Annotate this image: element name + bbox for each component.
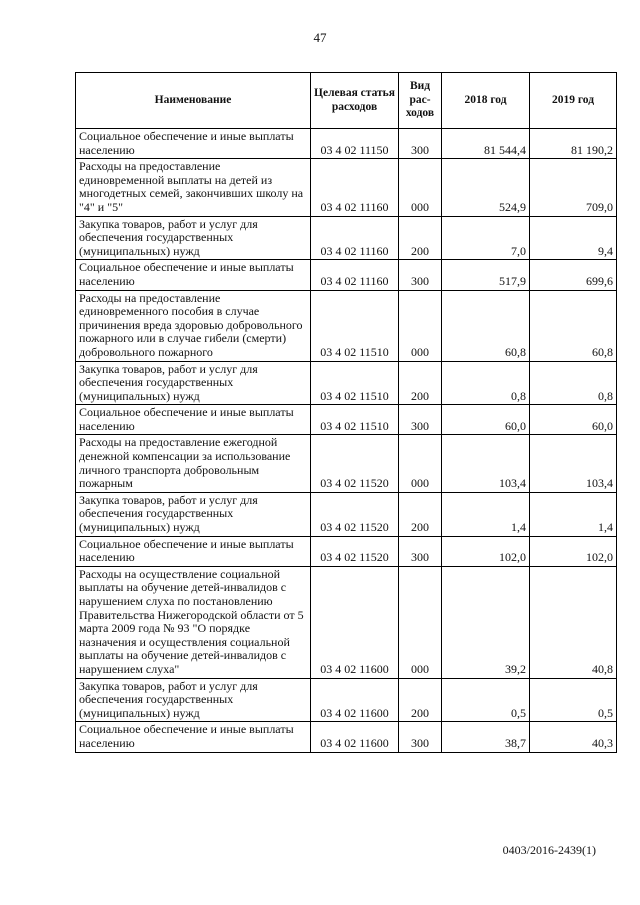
cell-year-2018: 0,5 bbox=[442, 678, 530, 722]
table-row bbox=[76, 159, 617, 216]
cell-name: Расходы на осуществление социальной выплаты на обучение детей-инвалидов с нарушением слуха по постановлению Правительства Нижегородской области от 5 марта 2009 года № 93 "О порядке назначения и осуществления социальной выплаты на обучение детей-инвалидов с нарушением слуха" bbox=[76, 566, 311, 678]
header-year-2018: 2018 год bbox=[442, 73, 530, 129]
cell-expense-type: 000 bbox=[399, 159, 442, 216]
cell-year-2018: 38,7 bbox=[442, 722, 530, 752]
cell-year-2018: 517,9 bbox=[442, 260, 530, 290]
table-header-row bbox=[76, 73, 617, 129]
cell-name: Закупка товаров, работ и услуг для обеспечения государственных (муниципальных) нужд bbox=[76, 216, 311, 260]
table-row bbox=[76, 405, 617, 435]
cell-expense-type: 000 bbox=[399, 290, 442, 361]
cell-name: Социальное обеспечение и иные выплаты населению bbox=[76, 536, 311, 566]
cell-name: Расходы на предоставление единовременного пособия в случае причинения вреда здоровью добровольного пожарного или в случае гибели (смерти) добровольного пожарного bbox=[76, 290, 311, 361]
cell-expense-type: 200 bbox=[399, 492, 442, 536]
cell-year-2018: 60,0 bbox=[442, 405, 530, 435]
table-row bbox=[76, 290, 617, 361]
cell-expense-type: 300 bbox=[399, 722, 442, 752]
document-code: 0403/2016-2439(1) bbox=[502, 843, 596, 857]
cell-target-article: 03 4 02 11510 bbox=[311, 405, 399, 435]
cell-target-article: 03 4 02 11160 bbox=[311, 159, 399, 216]
header-expense-type: Вид рас-ходов bbox=[399, 73, 442, 129]
cell-target-article: 03 4 02 11600 bbox=[311, 566, 399, 678]
cell-year-2018: 0,8 bbox=[442, 361, 530, 405]
table-row bbox=[76, 536, 617, 566]
cell-expense-type: 000 bbox=[399, 435, 442, 492]
cell-year-2019: 40,8 bbox=[530, 566, 617, 678]
cell-year-2019: 0,8 bbox=[530, 361, 617, 405]
cell-expense-type: 300 bbox=[399, 260, 442, 290]
header-name: Наименование bbox=[76, 73, 311, 129]
cell-name: Социальное обеспечение и иные выплаты населению bbox=[76, 260, 311, 290]
cell-year-2018: 524,9 bbox=[442, 159, 530, 216]
cell-year-2018: 39,2 bbox=[442, 566, 530, 678]
cell-name: Социальное обеспечение и иные выплаты населению bbox=[76, 722, 311, 752]
cell-year-2019: 9,4 bbox=[530, 216, 617, 260]
cell-year-2019: 709,0 bbox=[530, 159, 617, 216]
cell-year-2019: 699,6 bbox=[530, 260, 617, 290]
cell-expense-type: 300 bbox=[399, 536, 442, 566]
cell-target-article: 03 4 02 11520 bbox=[311, 435, 399, 492]
table-row bbox=[76, 566, 617, 678]
cell-target-article: 03 4 02 11160 bbox=[311, 260, 399, 290]
cell-year-2019: 81 190,2 bbox=[530, 129, 617, 159]
cell-target-article: 03 4 02 11510 bbox=[311, 290, 399, 361]
table-row bbox=[76, 722, 617, 752]
cell-name: Закупка товаров, работ и услуг для обеспечения государственных (муниципальных) нужд bbox=[76, 361, 311, 405]
table-body bbox=[76, 129, 617, 753]
cell-target-article: 03 4 02 11520 bbox=[311, 536, 399, 566]
cell-year-2019: 102,0 bbox=[530, 536, 617, 566]
table-row bbox=[76, 216, 617, 260]
cell-year-2019: 1,4 bbox=[530, 492, 617, 536]
cell-year-2019: 0,5 bbox=[530, 678, 617, 722]
cell-target-article: 03 4 02 11510 bbox=[311, 361, 399, 405]
cell-expense-type: 300 bbox=[399, 405, 442, 435]
cell-name: Расходы на предоставление единовременной выплаты на детей из многодетных семей, закончивших школу на "4" и "5" bbox=[76, 159, 311, 216]
cell-target-article: 03 4 02 11150 bbox=[311, 129, 399, 159]
cell-year-2019: 60,0 bbox=[530, 405, 617, 435]
cell-name: Закупка товаров, работ и услуг для обеспечения государственных (муниципальных) нужд bbox=[76, 492, 311, 536]
header-year-2019: 2019 год bbox=[530, 73, 617, 129]
table-row bbox=[76, 129, 617, 159]
page-number: 47 bbox=[313, 30, 327, 45]
cell-year-2019: 60,8 bbox=[530, 290, 617, 361]
table-row bbox=[76, 435, 617, 492]
cell-expense-type: 200 bbox=[399, 361, 442, 405]
cell-expense-type: 300 bbox=[399, 129, 442, 159]
cell-year-2019: 40,3 bbox=[530, 722, 617, 752]
cell-name: Расходы на предоставление ежегодной денежной компенсации за использование личного транспорта добровольным пожарным bbox=[76, 435, 311, 492]
cell-target-article: 03 4 02 11520 bbox=[311, 492, 399, 536]
cell-expense-type: 000 bbox=[399, 566, 442, 678]
cell-target-article: 03 4 02 11600 bbox=[311, 722, 399, 752]
cell-name: Закупка товаров, работ и услуг для обеспечения государственных (муниципальных) нужд bbox=[76, 678, 311, 722]
cell-year-2018: 60,8 bbox=[442, 290, 530, 361]
table-row bbox=[76, 492, 617, 536]
cell-year-2018: 1,4 bbox=[442, 492, 530, 536]
cell-year-2018: 102,0 bbox=[442, 536, 530, 566]
cell-target-article: 03 4 02 11600 bbox=[311, 678, 399, 722]
table-row bbox=[76, 678, 617, 722]
cell-name: Социальное обеспечение и иные выплаты населению bbox=[76, 129, 311, 159]
cell-year-2019: 103,4 bbox=[530, 435, 617, 492]
cell-target-article: 03 4 02 11160 bbox=[311, 216, 399, 260]
cell-expense-type: 200 bbox=[399, 216, 442, 260]
header-target-article: Целевая статья расходов bbox=[311, 73, 399, 129]
cell-year-2018: 103,4 bbox=[442, 435, 530, 492]
table-row bbox=[76, 260, 617, 290]
table-row bbox=[76, 361, 617, 405]
cell-expense-type: 200 bbox=[399, 678, 442, 722]
budget-table bbox=[75, 72, 617, 753]
cell-name: Социальное обеспечение и иные выплаты населению bbox=[76, 405, 311, 435]
cell-year-2018: 81 544,4 bbox=[442, 129, 530, 159]
cell-year-2018: 7,0 bbox=[442, 216, 530, 260]
